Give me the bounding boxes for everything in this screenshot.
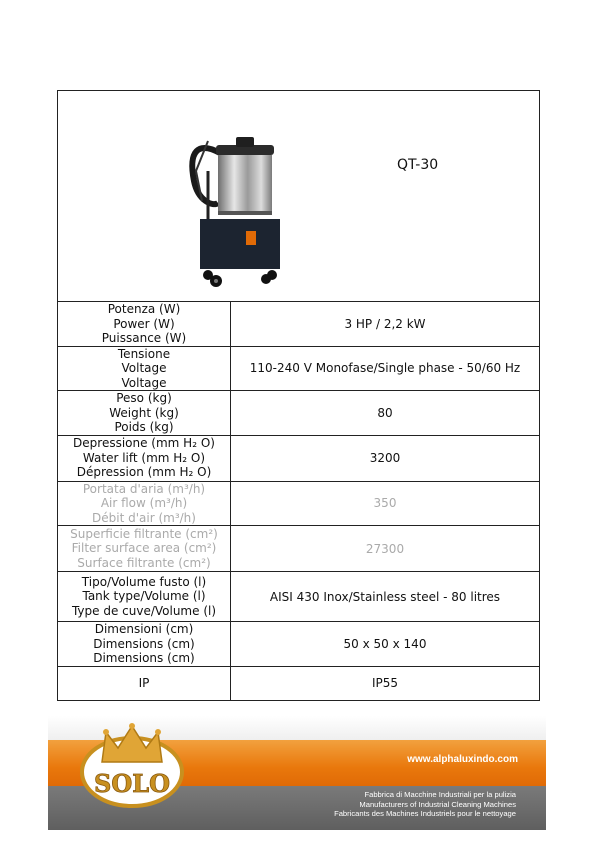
spec-row [58,391,539,436]
spec-label-line: Poids (kg) [114,420,174,434]
company-tagline [334,790,516,819]
spec-label-line: IP [138,676,150,690]
spec-label-line: Peso (kg) [116,391,172,405]
spec-row [58,622,539,667]
spec-label [58,666,231,700]
spec-value: 50 x 50 x 140 [231,622,540,667]
spec-value: 3200 [231,435,540,481]
spec-value: 80 [231,391,540,436]
spec-label [58,391,231,436]
spec-label-line: Surface filtrante (cm²) [77,555,211,570]
spec-value: AISI 430 Inox/Stainless steel - 80 litres [231,572,540,622]
spec-row [58,572,539,622]
spec-sheet [57,90,540,701]
spec-label [58,435,231,481]
spec-label-line: Tank type/Volume (l) [82,589,206,604]
spec-value: 110-240 V Monofase/Single phase - 50/60 Hz [231,346,540,391]
brand-footer [48,716,546,830]
spec-label-line: Portata d'aria (m³/h) [82,481,206,496]
spec-label [58,481,231,526]
spec-label [58,622,231,667]
spec-value: 27300 [231,526,540,572]
product-header [58,91,539,302]
spec-label-line: Water lift (mm H₂ O) [82,450,206,465]
tagline-line: Fabbrica di Macchine Industriali per la pulizia [364,790,516,799]
spec-label [58,302,231,346]
spec-label-line: Dépression (mm H₂ O) [76,465,212,480]
model-name: QT-30 [397,157,439,173]
spec-label-line: Air flow (m³/h) [100,496,188,510]
spec-label-line: Dimensions (cm) [93,636,195,651]
spec-label-line: Superficie filtrante (cm²) [70,526,218,541]
vacuum-cleaner-image [158,111,288,291]
spec-label-line: Type de cuve/Volume (l) [71,603,217,618]
spec-label [58,572,231,622]
spec-value: 350 [231,481,540,526]
solo-logo [76,720,188,816]
logo-text: SOLO [93,769,171,798]
spec-label-line: Filter surface area (cm²) [71,541,217,556]
tagline-line: Manufacturers of Industrial Cleaning Machines [359,799,516,809]
spec-label-line: Potenza (W) [107,302,181,316]
spec-label [58,526,231,572]
spec-row [58,526,539,572]
spec-label-line: Weight (kg) [109,405,179,420]
spec-value: IP55 [231,666,540,700]
tagline-line: Fabricants des Machines Industriels pour le nettoyage [334,809,516,819]
spec-table [58,302,539,700]
spec-label-line: Depressione (mm H₂ O) [73,436,215,451]
spec-value: 3 HP / 2,2 kW [344,316,426,331]
spec-row [58,346,539,391]
spec-label-line: Puissance (W) [101,331,187,345]
spec-label-line: Voltage [121,361,167,375]
spec-label-line: Voltage [121,375,167,390]
spec-row [58,481,539,526]
spec-label-line: Tipo/Volume fusto (l) [81,574,207,589]
spec-label-line: Dimensions (cm) [93,651,195,665]
spec-label-line: Tensione [117,346,171,361]
spec-label-line: Power (W) [113,316,175,331]
spec-label-line: Dimensioni (cm) [94,622,194,636]
spec-label-line: Débit d'air (m³/h) [92,510,196,525]
spec-row [58,435,539,481]
spec-label [58,346,231,391]
spec-row [58,666,539,700]
spec-row [58,302,539,346]
website-link[interactable]: www.alphaluxindo.com [407,754,518,765]
